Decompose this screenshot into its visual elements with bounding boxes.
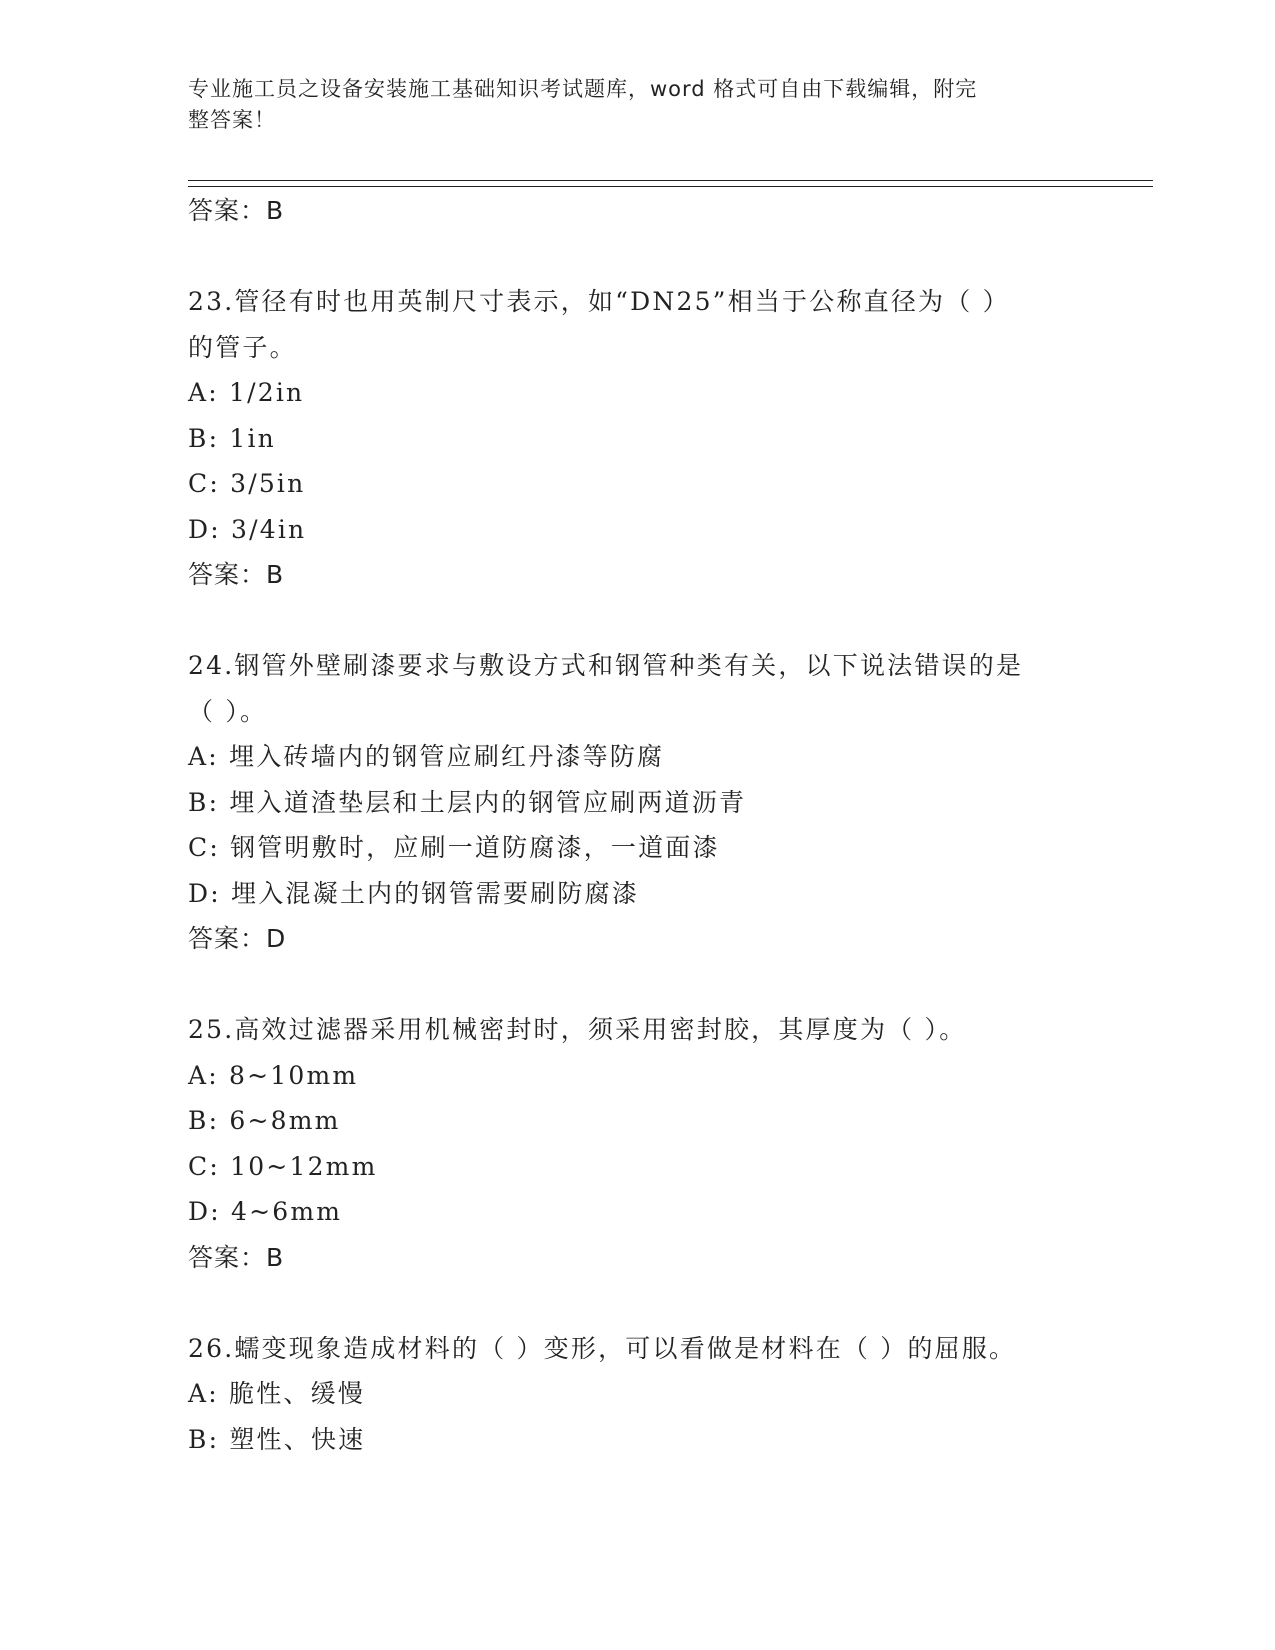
question-text-continued: 的管子。 bbox=[188, 332, 297, 362]
option-b: B: 塑性、快速 bbox=[188, 1424, 366, 1454]
spacer bbox=[188, 1280, 1128, 1326]
spacer bbox=[188, 234, 1128, 280]
question-24 bbox=[188, 643, 1128, 962]
question-text: 23.管径有时也用英制尺寸表示，如“DN25”相当于公称直径为（ ） bbox=[188, 287, 1010, 316]
question-26 bbox=[188, 1326, 1128, 1463]
header-line-1: 专业施工员之设备安装施工基础知识考试题库，word 格式可自由下载编辑，附完 bbox=[188, 77, 978, 101]
option-c: C: 10~12mm bbox=[188, 1151, 378, 1181]
question-25 bbox=[188, 1007, 1128, 1280]
option-a: A: 脆性、缓慢 bbox=[188, 1379, 366, 1408]
question-text: 25.高效过滤器采用机械密封时，须采用密封胶，其厚度为（ ）。 bbox=[188, 1015, 967, 1044]
answer: 答案：B bbox=[188, 1242, 285, 1272]
question-list bbox=[188, 188, 1128, 1462]
header-divider-bottom bbox=[188, 186, 1153, 187]
question-text: 24.钢管外壁刷漆要求与敷设方式和钢管种类有关，以下说法错误的是 bbox=[188, 651, 1024, 680]
option-a: A: 埋入砖墙内的钢管应刷红丹漆等防腐 bbox=[188, 742, 665, 771]
question-text: 26.蠕变现象造成材料的（ ）变形，可以看做是材料在（ ）的屈服。 bbox=[188, 1333, 1017, 1363]
option-b: B: 埋入道渣垫层和土层内的钢管应刷两道沥青 bbox=[188, 787, 747, 817]
header-divider-top bbox=[188, 180, 1153, 181]
option-c: C: 钢管明敷时，应刷一道防腐漆，一道面漆 bbox=[188, 833, 720, 862]
question-23 bbox=[188, 279, 1128, 598]
option-a: A: 1/2in bbox=[188, 378, 305, 407]
answer: 答案：D bbox=[188, 924, 287, 953]
option-d: D: 埋入混凝土内的钢管需要刷防腐漆 bbox=[188, 878, 640, 908]
document-header bbox=[188, 74, 1088, 136]
option-b: B: 6~8mm bbox=[188, 1106, 341, 1135]
option-d: D: 3/4in bbox=[188, 514, 307, 544]
header-line-2: 整答案！ bbox=[188, 108, 276, 132]
option-a: A: 8~10mm bbox=[188, 1060, 359, 1090]
spacer bbox=[188, 962, 1128, 1008]
question-text-continued: （ ）。 bbox=[188, 696, 268, 726]
spacer bbox=[188, 598, 1128, 644]
option-d: D: 4~6mm bbox=[188, 1197, 343, 1226]
previous-answer: 答案：B bbox=[188, 196, 285, 225]
answer: 答案：B bbox=[188, 560, 285, 589]
option-b: B: 1in bbox=[188, 423, 276, 453]
option-c: C: 3/5in bbox=[188, 469, 306, 498]
